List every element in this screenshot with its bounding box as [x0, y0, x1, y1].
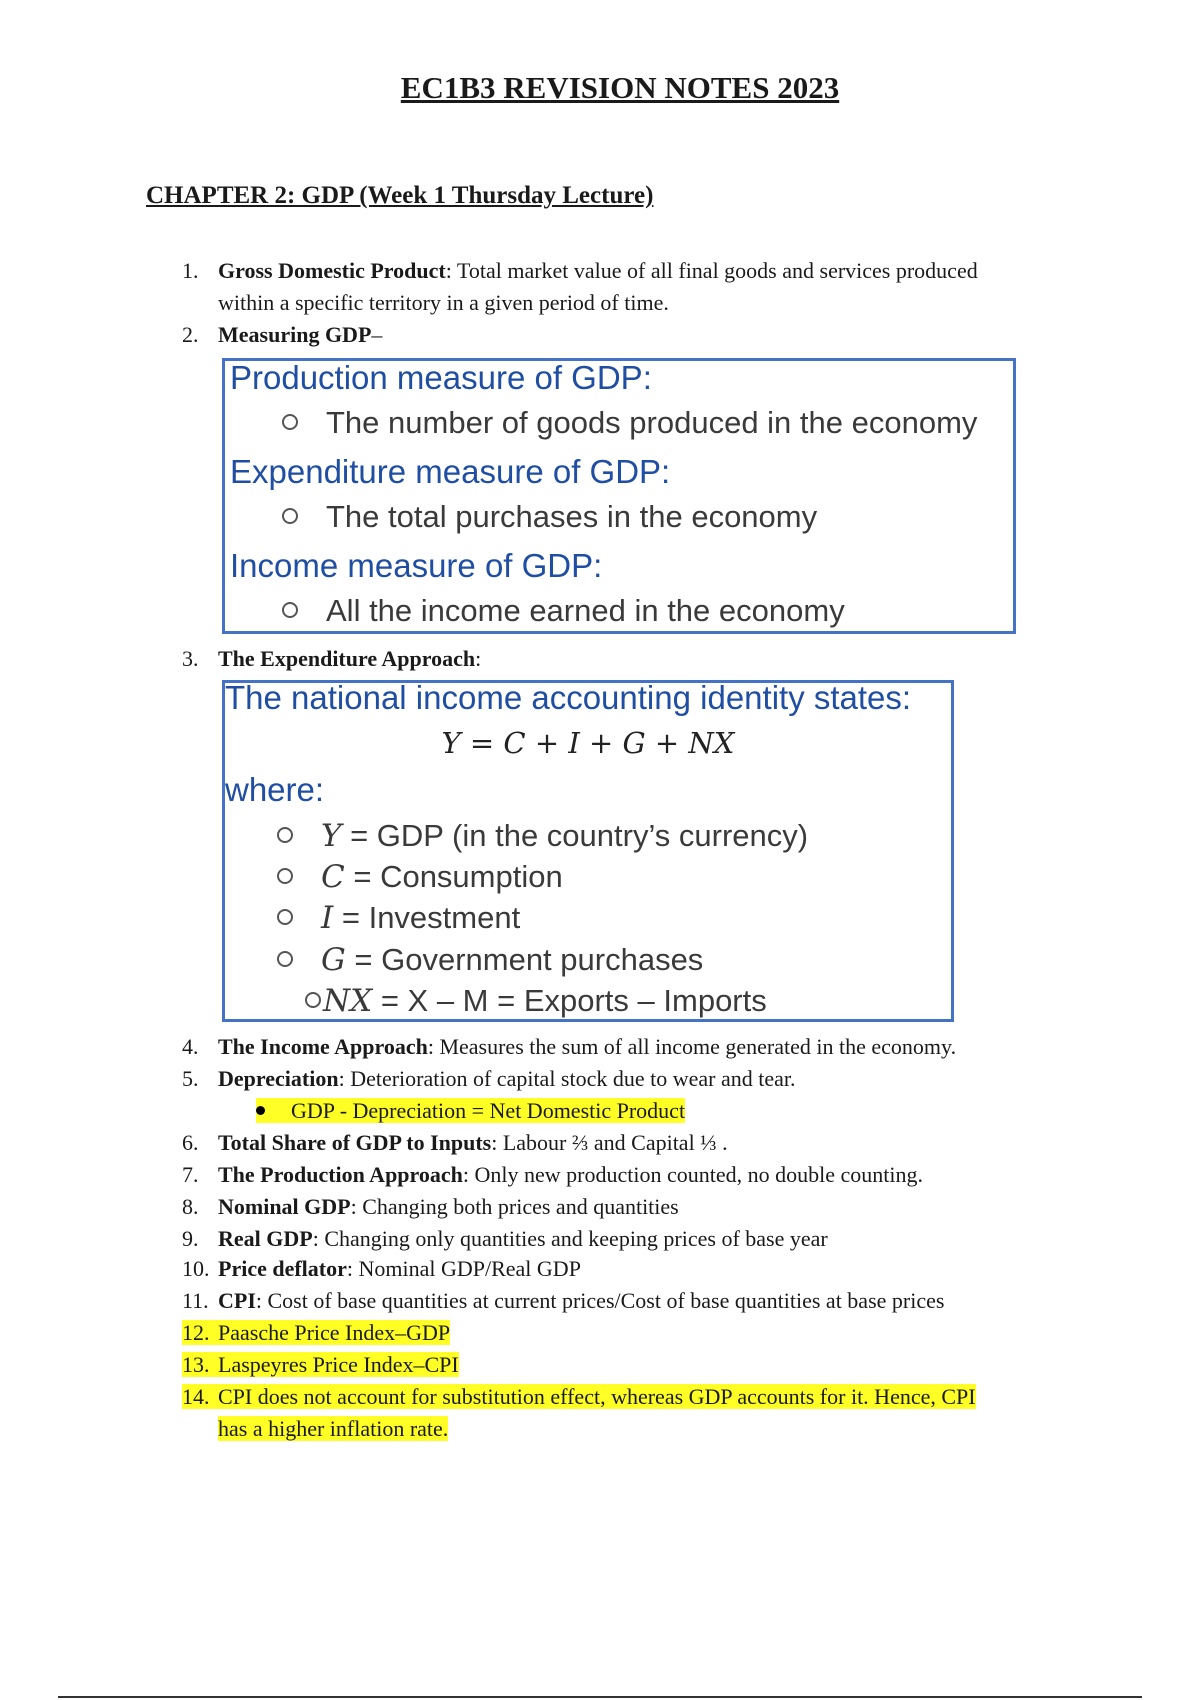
production-measure-bullet: [282, 405, 977, 441]
definition-text: = Government purchases: [345, 942, 704, 977]
item-term: The Expenditure Approach: [218, 646, 476, 671]
item-number: 13.: [182, 1352, 210, 1377]
item-text: : Changing both prices and quantities: [350, 1194, 679, 1219]
item-term: Total Share of GDP to Inputs: [218, 1130, 492, 1155]
production-measure-heading: Production measure of GDP:: [230, 359, 652, 396]
definition-nx: [305, 983, 767, 1019]
income-measure-heading: Income measure of GDP:: [230, 547, 603, 584]
item-text: : Measures the sum of all income generated in the economy.: [427, 1034, 957, 1059]
item-term: Measuring GDP: [218, 322, 372, 347]
variable-symbol: C: [321, 859, 345, 895]
list-item-14-continuation: [218, 1413, 448, 1445]
item-text: :: [475, 646, 482, 671]
list-item-11: [182, 1285, 944, 1317]
page-bottom-rule: [58, 1696, 1142, 1698]
list-item-5: [182, 1063, 796, 1095]
bullet-text: All the income earned in the economy: [326, 593, 845, 628]
identity-heading: The national income accounting identity states:: [225, 679, 912, 716]
list-item-3: [182, 643, 481, 675]
definition-y: [277, 818, 808, 854]
hollow-circle-bullet-icon: [277, 868, 293, 884]
highlighted-text: [182, 1352, 459, 1377]
where-label: where:: [225, 771, 325, 808]
list-item-9: [182, 1223, 828, 1255]
list-item-8: [182, 1191, 679, 1223]
list-item-2: [182, 319, 382, 351]
item-number: 10.: [182, 1256, 210, 1281]
item-text: Laspeyres Price Index–CPI: [218, 1352, 459, 1377]
highlighted-text: has a higher inflation rate.: [218, 1416, 449, 1441]
definition-i: [277, 900, 520, 936]
chapter-heading: CHAPTER 2: GDP (Week 1 Thursday Lecture): [146, 182, 654, 209]
hollow-circle-bullet-icon: [277, 909, 293, 925]
document-title: EC1B3 REVISION NOTES 2023: [400, 70, 840, 105]
hollow-circle-bullet-icon: [305, 992, 321, 1008]
item-number: 14.: [182, 1384, 210, 1409]
item-number: 3.: [182, 646, 199, 671]
item-number: 4.: [182, 1034, 199, 1059]
list-item-1-continuation: within a specific territory in a given period of time.: [218, 290, 669, 315]
item-term: Real GDP: [218, 1226, 313, 1251]
bullet-text: The number of goods produced in the economy: [326, 405, 978, 440]
list-item-1: [182, 255, 978, 287]
highlighted-text: [182, 1384, 976, 1409]
item-number: 7.: [182, 1162, 199, 1187]
gdp-measures-box: [222, 358, 1016, 634]
item-term: Depreciation: [218, 1066, 339, 1091]
item-term: The Production Approach: [218, 1162, 463, 1187]
definition-g: [277, 942, 703, 978]
item-number: 8.: [182, 1194, 199, 1219]
hollow-circle-bullet-icon: [277, 827, 293, 843]
hollow-circle-bullet-icon: [282, 602, 298, 618]
item-text: : Total market value of all final goods and services produced: [445, 258, 978, 283]
identity-equation: Y = C + I + G + NX: [441, 726, 735, 760]
definition-text: = X – M = Exports – Imports: [372, 983, 767, 1018]
bullet-icon: [256, 1106, 265, 1115]
item-number: 6.: [182, 1130, 199, 1155]
item-text: Paasche Price Index–GDP: [218, 1320, 451, 1345]
item-number: 11.: [182, 1288, 209, 1313]
list-item-14: [182, 1381, 976, 1413]
definition-text: = Consumption: [344, 859, 563, 894]
item-text: CPI does not account for substitution effect, whereas GDP accounts for it. Hence, CPI: [218, 1384, 976, 1409]
item-number: 12.: [182, 1320, 210, 1345]
expenditure-measure-heading: Expenditure measure of GDP:: [230, 453, 671, 490]
highlighted-bullet: [256, 1098, 685, 1123]
item-text: : Labour ⅔ and Capital ⅓ .: [491, 1130, 728, 1155]
list-item-10: [182, 1253, 581, 1285]
item-term: CPI: [218, 1288, 256, 1313]
bullet-text: The total purchases in the economy: [326, 499, 818, 534]
hollow-circle-bullet-icon: [277, 951, 293, 967]
definition-text: = GDP (in the country’s currency): [341, 818, 809, 853]
item-text: : Nominal GDP/Real GDP: [346, 1256, 581, 1281]
item-term: Gross Domestic Product: [218, 258, 446, 283]
identity-box: [222, 680, 954, 1022]
hollow-circle-bullet-icon: [282, 508, 298, 524]
hollow-circle-bullet-icon: [282, 414, 298, 430]
list-item-13: [182, 1349, 459, 1381]
item-number: 2.: [182, 322, 199, 347]
variable-symbol: I: [321, 900, 334, 936]
highlighted-text: [182, 1320, 450, 1345]
item-number: 1.: [182, 258, 199, 283]
item-text: : Deterioration of capital stock due to wear and tear.: [338, 1066, 796, 1091]
item-text: : Cost of base quantities at current prices/Cost of base quantities at base prices: [255, 1288, 945, 1313]
expenditure-measure-bullet: [282, 499, 817, 535]
variable-symbol: G: [321, 942, 346, 978]
list-item-7: [182, 1159, 923, 1191]
item-term: Nominal GDP: [218, 1194, 351, 1219]
definition-text: = Investment: [333, 900, 521, 935]
list-item-4: [182, 1031, 956, 1063]
list-item-6: [182, 1127, 728, 1159]
depreciation-bullet: [256, 1095, 685, 1127]
income-measure-bullet: [282, 593, 845, 629]
list-item-12: [182, 1317, 450, 1349]
variable-symbol: Y: [321, 818, 342, 854]
item-number: 9.: [182, 1226, 199, 1251]
item-term: Price deflator: [218, 1256, 347, 1281]
item-number: 5.: [182, 1066, 199, 1091]
bullet-text: GDP - Depreciation = Net Domestic Product: [291, 1098, 686, 1123]
item-term: The Income Approach: [218, 1034, 428, 1059]
variable-symbol: NX: [323, 983, 373, 1019]
item-text: –: [371, 322, 383, 347]
item-text: : Only new production counted, no double counting.: [462, 1162, 923, 1187]
definition-c: [277, 859, 563, 895]
item-text: : Changing only quantities and keeping prices of base year: [312, 1226, 828, 1251]
